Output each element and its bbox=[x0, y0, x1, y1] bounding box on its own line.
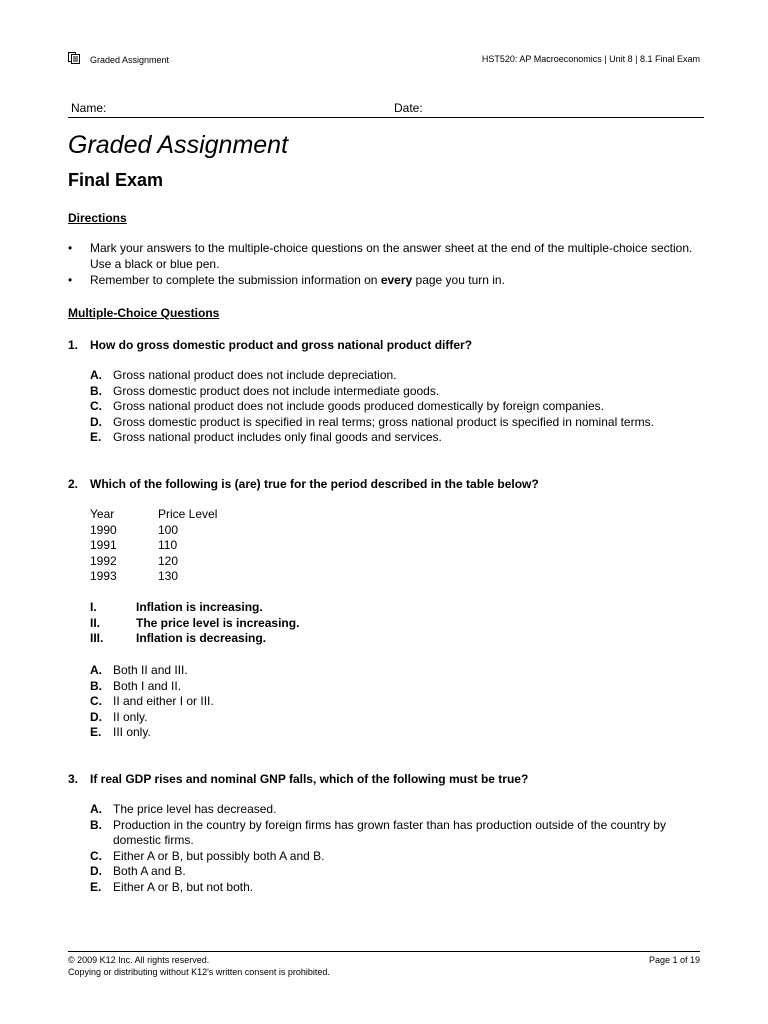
answer-option: B. Both I and II. bbox=[90, 678, 182, 693]
directions-text: Mark your answers to the multiple-choice questions on the answer sheet at the end of the multiple-choice section. Use a black or blue pen. bbox=[90, 241, 693, 271]
question-1 bbox=[68, 338, 708, 352]
answer-option: B. Production in the country by foreign firms has grown faster than has production outside of the country by domestic firms. bbox=[90, 817, 666, 847]
answer-option: A. Gross national product does not include depreciation. bbox=[90, 368, 397, 382]
answer-option: C. Either A or B, but possibly both A and B. bbox=[90, 848, 325, 863]
question-2-options bbox=[90, 663, 704, 741]
question-number: 3. bbox=[68, 772, 79, 786]
mc-heading: Multiple-Choice Questions bbox=[68, 306, 220, 320]
footer-divider bbox=[68, 951, 700, 952]
page-header-left bbox=[68, 54, 169, 66]
answer-option: B. Gross domestic product does not include intermediate goods. bbox=[90, 383, 440, 398]
answer-option: D. Gross domestic product is specified in real terms; gross national product is specified in nominal terms. bbox=[90, 414, 654, 429]
statement-item: II. The price level is increasing. bbox=[90, 615, 300, 630]
footer-notice: Copying or distributing without K12's written consent is prohibited. bbox=[68, 967, 330, 977]
question-text: How do gross domestic product and gross national product differ? bbox=[90, 338, 473, 352]
header-left-text: Graded Assignment bbox=[90, 55, 170, 65]
bullet-icon: • bbox=[68, 241, 73, 255]
bullet-icon: • bbox=[68, 273, 73, 287]
emphasis: every bbox=[380, 273, 413, 287]
answer-option: C. II and either I or III. bbox=[90, 694, 214, 708]
directions-item bbox=[68, 272, 708, 288]
question-number: 2. bbox=[68, 477, 79, 491]
date-label: Date: bbox=[394, 101, 423, 115]
document-icon bbox=[68, 52, 80, 64]
answer-option: A. Both II and III. bbox=[90, 663, 188, 677]
name-label: Name: bbox=[71, 101, 107, 115]
table-row: 1990 100 bbox=[90, 522, 179, 537]
answer-option: E. Either A or B, but not both. bbox=[90, 879, 254, 894]
question-text: If real GDP rises and nominal GNP falls, which of the following must be true? bbox=[90, 772, 529, 786]
question-1-options bbox=[90, 368, 704, 446]
page-number: Page 1 of 19 bbox=[648, 955, 700, 965]
answer-option: E. Gross national product includes only final goods and services. bbox=[90, 430, 442, 444]
question-number: 1. bbox=[68, 338, 79, 352]
directions-text: Remember to complete the submission information on every page you turn in. bbox=[90, 273, 505, 287]
question-3 bbox=[68, 772, 708, 786]
answer-option: C. Gross national product does not include goods produced domestically by foreign companies. bbox=[90, 399, 604, 413]
statement-item: III. Inflation is decreasing. bbox=[90, 631, 267, 645]
footer-copyright: © 2009 K12 Inc. All rights reserved. bbox=[68, 955, 210, 965]
answer-option: D. Both A and B. bbox=[90, 864, 186, 878]
directions-heading: Directions bbox=[68, 211, 127, 225]
question-2 bbox=[68, 477, 708, 491]
directions-item bbox=[68, 240, 708, 272]
table-row: 1991 110 bbox=[90, 538, 178, 552]
table-row: 1992 120 bbox=[90, 553, 179, 568]
name-date-bar bbox=[68, 101, 704, 118]
price-level-table bbox=[90, 507, 217, 585]
answer-option: E. III only. bbox=[90, 725, 151, 739]
page-title: Graded Assignment bbox=[68, 131, 289, 159]
answer-option: A. The price level has decreased. bbox=[90, 802, 277, 816]
answer-option: D. II only. bbox=[90, 709, 148, 724]
header-right-text: HST520: AP Macroeconomics | Unit 8 | 8.1 Final Exam bbox=[481, 54, 700, 64]
table-header-row: Year Price Level bbox=[90, 507, 218, 521]
roman-statements bbox=[90, 600, 299, 647]
statement-item: I. Inflation is increasing. bbox=[90, 600, 263, 614]
question-3-options bbox=[90, 802, 704, 895]
table-row: 1993 130 bbox=[90, 569, 179, 583]
question-text: Which of the following is (are) true for the period described in the table below? bbox=[90, 477, 539, 491]
directions-list bbox=[68, 240, 708, 288]
page-subtitle: Final Exam bbox=[68, 170, 164, 190]
